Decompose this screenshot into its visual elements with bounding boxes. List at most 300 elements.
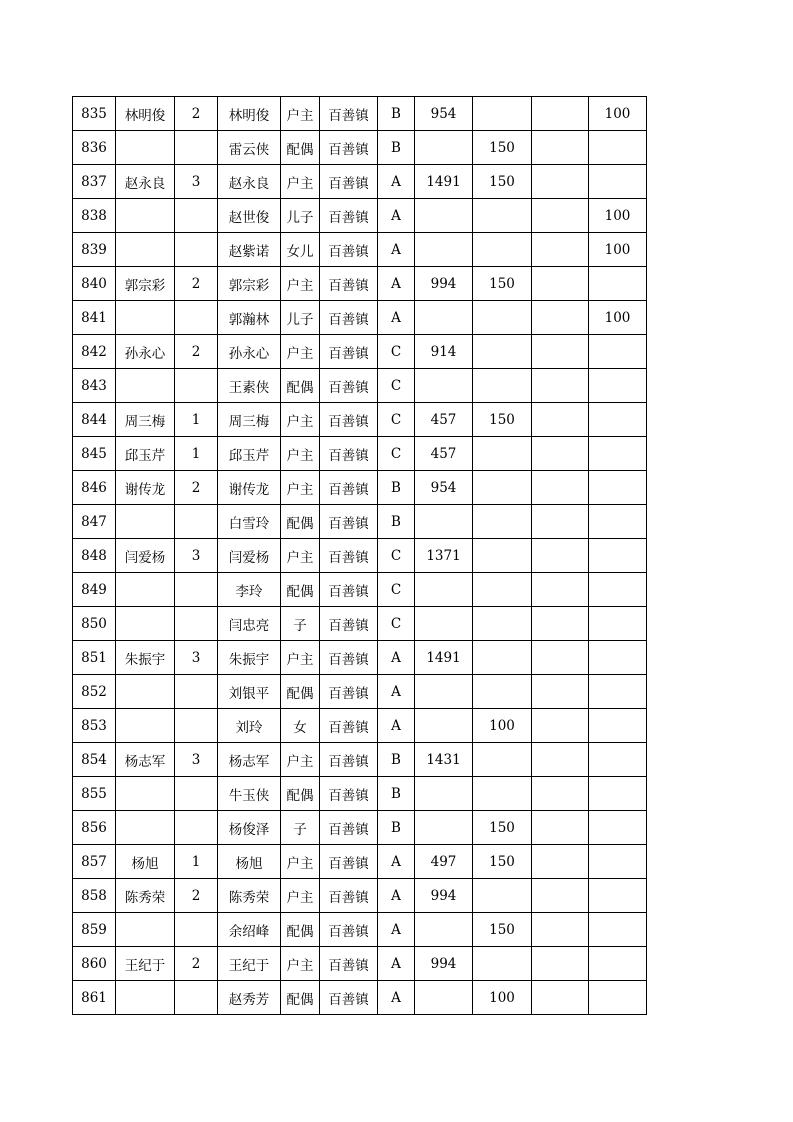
cell-member-name: 刘银平 — [218, 675, 281, 709]
table-row — [73, 675, 647, 709]
cell-amount-2 — [473, 777, 532, 811]
cell-relation: 配偶 — [281, 675, 320, 709]
cell-household-head: 郭宗彩 — [116, 267, 175, 301]
table-row — [73, 709, 647, 743]
cell-grade: B — [378, 97, 415, 131]
cell-relation: 户主 — [281, 403, 320, 437]
cell-amount-2: 150 — [473, 165, 532, 199]
cell-member-name: 邱玉芹 — [218, 437, 281, 471]
cell-amount-1 — [415, 913, 473, 947]
cell-household-head — [116, 301, 175, 335]
cell-town: 百善镇 — [320, 947, 378, 981]
cell-amount-4 — [589, 981, 647, 1015]
cell-town: 百善镇 — [320, 641, 378, 675]
cell-member-name: 王素侠 — [218, 369, 281, 403]
table-row — [73, 539, 647, 573]
cell-amount-2 — [473, 233, 532, 267]
cell-serial-number: 844 — [73, 403, 116, 437]
cell-household-size: 3 — [175, 743, 218, 777]
cell-member-name: 林明俊 — [218, 97, 281, 131]
cell-serial-number: 858 — [73, 879, 116, 913]
cell-amount-2 — [473, 675, 532, 709]
cell-household-size — [175, 573, 218, 607]
cell-relation: 儿子 — [281, 199, 320, 233]
cell-town: 百善镇 — [320, 301, 378, 335]
cell-serial-number: 840 — [73, 267, 116, 301]
cell-household-head: 赵永良 — [116, 165, 175, 199]
cell-grade: A — [378, 165, 415, 199]
cell-serial-number: 837 — [73, 165, 116, 199]
cell-amount-3 — [532, 675, 589, 709]
cell-relation: 户主 — [281, 641, 320, 675]
cell-amount-3 — [532, 403, 589, 437]
cell-amount-3 — [532, 539, 589, 573]
cell-amount-3 — [532, 301, 589, 335]
cell-member-name: 闫爱杨 — [218, 539, 281, 573]
cell-household-size — [175, 811, 218, 845]
cell-town: 百善镇 — [320, 335, 378, 369]
cell-relation: 配偶 — [281, 505, 320, 539]
cell-serial-number: 843 — [73, 369, 116, 403]
cell-town: 百善镇 — [320, 709, 378, 743]
cell-town: 百善镇 — [320, 233, 378, 267]
cell-grade: C — [378, 335, 415, 369]
cell-amount-3 — [532, 199, 589, 233]
cell-town: 百善镇 — [320, 437, 378, 471]
household-table — [72, 96, 647, 1015]
cell-household-size: 3 — [175, 539, 218, 573]
cell-amount-2: 150 — [473, 267, 532, 301]
cell-amount-1 — [415, 573, 473, 607]
cell-grade: A — [378, 709, 415, 743]
cell-household-size: 2 — [175, 471, 218, 505]
table-row — [73, 913, 647, 947]
cell-amount-4 — [589, 335, 647, 369]
cell-amount-2 — [473, 879, 532, 913]
cell-relation: 女 — [281, 709, 320, 743]
cell-amount-1: 1431 — [415, 743, 473, 777]
cell-grade: A — [378, 981, 415, 1015]
cell-member-name: 闫忠亮 — [218, 607, 281, 641]
cell-relation: 子 — [281, 811, 320, 845]
cell-household-head — [116, 913, 175, 947]
table-row — [73, 369, 647, 403]
cell-amount-1: 914 — [415, 335, 473, 369]
cell-town: 百善镇 — [320, 131, 378, 165]
cell-grade: A — [378, 845, 415, 879]
cell-household-head — [116, 573, 175, 607]
cell-serial-number: 839 — [73, 233, 116, 267]
cell-town: 百善镇 — [320, 913, 378, 947]
cell-town: 百善镇 — [320, 777, 378, 811]
cell-member-name: 雷云侠 — [218, 131, 281, 165]
cell-member-name: 郭瀚林 — [218, 301, 281, 335]
table-row — [73, 233, 647, 267]
cell-relation: 户主 — [281, 845, 320, 879]
cell-member-name: 牛玉侠 — [218, 777, 281, 811]
cell-member-name: 李玲 — [218, 573, 281, 607]
cell-amount-2: 150 — [473, 811, 532, 845]
table-row — [73, 641, 647, 675]
cell-grade: A — [378, 879, 415, 913]
cell-amount-4 — [589, 403, 647, 437]
cell-household-size: 2 — [175, 947, 218, 981]
cell-household-head: 朱振宇 — [116, 641, 175, 675]
cell-amount-2 — [473, 199, 532, 233]
cell-amount-4 — [589, 947, 647, 981]
cell-serial-number: 838 — [73, 199, 116, 233]
cell-member-name: 赵永良 — [218, 165, 281, 199]
cell-household-head: 杨志军 — [116, 743, 175, 777]
cell-town: 百善镇 — [320, 539, 378, 573]
cell-grade: C — [378, 437, 415, 471]
cell-member-name: 朱振宇 — [218, 641, 281, 675]
cell-grade: C — [378, 369, 415, 403]
cell-relation: 户主 — [281, 335, 320, 369]
cell-town: 百善镇 — [320, 879, 378, 913]
cell-grade: C — [378, 539, 415, 573]
cell-amount-2 — [473, 743, 532, 777]
cell-relation: 户主 — [281, 471, 320, 505]
cell-amount-2 — [473, 97, 532, 131]
cell-household-size: 1 — [175, 403, 218, 437]
cell-town: 百善镇 — [320, 845, 378, 879]
cell-household-size — [175, 301, 218, 335]
cell-amount-1: 497 — [415, 845, 473, 879]
cell-amount-3 — [532, 845, 589, 879]
cell-serial-number: 847 — [73, 505, 116, 539]
table-row — [73, 301, 647, 335]
cell-grade: C — [378, 403, 415, 437]
cell-serial-number: 859 — [73, 913, 116, 947]
cell-serial-number: 848 — [73, 539, 116, 573]
cell-amount-4 — [589, 369, 647, 403]
cell-household-head — [116, 233, 175, 267]
cell-household-size — [175, 981, 218, 1015]
cell-town: 百善镇 — [320, 505, 378, 539]
cell-serial-number: 854 — [73, 743, 116, 777]
cell-household-size: 2 — [175, 879, 218, 913]
cell-household-size — [175, 369, 218, 403]
cell-amount-4 — [589, 675, 647, 709]
cell-amount-4: 100 — [589, 199, 647, 233]
cell-relation: 户主 — [281, 97, 320, 131]
cell-amount-1: 1371 — [415, 539, 473, 573]
table-row — [73, 607, 647, 641]
cell-grade: A — [378, 267, 415, 301]
cell-household-size: 1 — [175, 437, 218, 471]
cell-amount-2: 150 — [473, 845, 532, 879]
cell-amount-2 — [473, 641, 532, 675]
cell-amount-1 — [415, 369, 473, 403]
cell-amount-3 — [532, 981, 589, 1015]
cell-amount-3 — [532, 131, 589, 165]
cell-amount-3 — [532, 233, 589, 267]
table-row — [73, 777, 647, 811]
cell-serial-number: 842 — [73, 335, 116, 369]
cell-household-size — [175, 675, 218, 709]
cell-town: 百善镇 — [320, 743, 378, 777]
cell-relation: 户主 — [281, 267, 320, 301]
cell-amount-1 — [415, 131, 473, 165]
cell-town: 百善镇 — [320, 403, 378, 437]
cell-household-size — [175, 199, 218, 233]
cell-member-name: 余绍峰 — [218, 913, 281, 947]
cell-amount-1: 1491 — [415, 641, 473, 675]
cell-grade: B — [378, 777, 415, 811]
cell-town: 百善镇 — [320, 267, 378, 301]
cell-amount-2: 150 — [473, 131, 532, 165]
table-row — [73, 403, 647, 437]
cell-relation: 户主 — [281, 879, 320, 913]
cell-amount-4 — [589, 845, 647, 879]
table-row — [73, 437, 647, 471]
cell-amount-4: 100 — [589, 97, 647, 131]
cell-serial-number: 841 — [73, 301, 116, 335]
cell-amount-4 — [589, 539, 647, 573]
cell-amount-1: 954 — [415, 471, 473, 505]
cell-amount-4 — [589, 811, 647, 845]
cell-relation: 配偶 — [281, 913, 320, 947]
table-row — [73, 97, 647, 131]
cell-amount-2 — [473, 539, 532, 573]
cell-relation: 配偶 — [281, 573, 320, 607]
cell-amount-2 — [473, 301, 532, 335]
cell-grade: B — [378, 505, 415, 539]
cell-amount-1: 994 — [415, 267, 473, 301]
cell-member-name: 杨俊泽 — [218, 811, 281, 845]
table-row — [73, 199, 647, 233]
table-row — [73, 335, 647, 369]
cell-amount-4 — [589, 607, 647, 641]
cell-grade: C — [378, 573, 415, 607]
cell-amount-3 — [532, 709, 589, 743]
cell-household-size — [175, 607, 218, 641]
cell-amount-3 — [532, 811, 589, 845]
cell-household-head — [116, 709, 175, 743]
table-row — [73, 879, 647, 913]
cell-amount-1 — [415, 607, 473, 641]
cell-amount-1 — [415, 199, 473, 233]
cell-household-size: 2 — [175, 97, 218, 131]
cell-member-name: 杨志军 — [218, 743, 281, 777]
cell-town: 百善镇 — [320, 981, 378, 1015]
cell-amount-1 — [415, 709, 473, 743]
cell-amount-4 — [589, 471, 647, 505]
cell-town: 百善镇 — [320, 811, 378, 845]
cell-household-head: 邱玉芹 — [116, 437, 175, 471]
cell-relation: 户主 — [281, 437, 320, 471]
cell-town: 百善镇 — [320, 471, 378, 505]
cell-amount-1: 954 — [415, 97, 473, 131]
cell-member-name: 王纪于 — [218, 947, 281, 981]
cell-grade: A — [378, 199, 415, 233]
cell-household-head — [116, 199, 175, 233]
cell-household-head: 王纪于 — [116, 947, 175, 981]
cell-household-head — [116, 981, 175, 1015]
cell-amount-2: 100 — [473, 981, 532, 1015]
cell-amount-1 — [415, 811, 473, 845]
cell-amount-4: 100 — [589, 301, 647, 335]
cell-member-name: 赵世俊 — [218, 199, 281, 233]
cell-town: 百善镇 — [320, 199, 378, 233]
cell-amount-4 — [589, 131, 647, 165]
cell-amount-1 — [415, 675, 473, 709]
cell-member-name: 赵紫诺 — [218, 233, 281, 267]
cell-amount-1: 994 — [415, 879, 473, 913]
cell-town: 百善镇 — [320, 607, 378, 641]
table-row — [73, 505, 647, 539]
cell-household-head: 孙永心 — [116, 335, 175, 369]
cell-amount-1 — [415, 981, 473, 1015]
cell-amount-1: 1491 — [415, 165, 473, 199]
cell-amount-3 — [532, 743, 589, 777]
cell-amount-1: 457 — [415, 403, 473, 437]
cell-serial-number: 856 — [73, 811, 116, 845]
cell-amount-4 — [589, 437, 647, 471]
cell-household-head: 谢传龙 — [116, 471, 175, 505]
cell-amount-1 — [415, 777, 473, 811]
cell-serial-number: 845 — [73, 437, 116, 471]
cell-amount-4 — [589, 777, 647, 811]
cell-amount-3 — [532, 471, 589, 505]
cell-amount-3 — [532, 879, 589, 913]
cell-household-head: 林明俊 — [116, 97, 175, 131]
cell-household-size — [175, 131, 218, 165]
cell-grade: C — [378, 607, 415, 641]
table-row — [73, 845, 647, 879]
cell-amount-3 — [532, 641, 589, 675]
cell-amount-3 — [532, 505, 589, 539]
cell-household-head — [116, 607, 175, 641]
cell-town: 百善镇 — [320, 165, 378, 199]
cell-household-head — [116, 369, 175, 403]
cell-serial-number: 836 — [73, 131, 116, 165]
cell-amount-2: 150 — [473, 403, 532, 437]
cell-amount-4 — [589, 913, 647, 947]
table-row — [73, 947, 647, 981]
cell-amount-4 — [589, 573, 647, 607]
cell-household-size: 3 — [175, 165, 218, 199]
cell-amount-4 — [589, 165, 647, 199]
cell-member-name: 郭宗彩 — [218, 267, 281, 301]
cell-member-name: 杨旭 — [218, 845, 281, 879]
cell-serial-number: 850 — [73, 607, 116, 641]
cell-member-name: 周三梅 — [218, 403, 281, 437]
cell-amount-4 — [589, 743, 647, 777]
cell-grade: A — [378, 947, 415, 981]
cell-amount-4 — [589, 267, 647, 301]
cell-amount-1 — [415, 233, 473, 267]
cell-grade: B — [378, 811, 415, 845]
cell-serial-number: 861 — [73, 981, 116, 1015]
cell-relation: 户主 — [281, 539, 320, 573]
table-row — [73, 165, 647, 199]
cell-grade: A — [378, 641, 415, 675]
cell-household-size: 2 — [175, 335, 218, 369]
cell-amount-2 — [473, 505, 532, 539]
cell-amount-2 — [473, 471, 532, 505]
cell-amount-3 — [532, 165, 589, 199]
cell-grade: A — [378, 913, 415, 947]
cell-amount-1: 457 — [415, 437, 473, 471]
cell-amount-2: 150 — [473, 913, 532, 947]
cell-household-head: 杨旭 — [116, 845, 175, 879]
cell-amount-3 — [532, 913, 589, 947]
cell-serial-number: 852 — [73, 675, 116, 709]
cell-household-head — [116, 811, 175, 845]
cell-serial-number: 849 — [73, 573, 116, 607]
cell-member-name: 谢传龙 — [218, 471, 281, 505]
cell-amount-2 — [473, 607, 532, 641]
table-body — [73, 97, 647, 1015]
cell-grade: B — [378, 743, 415, 777]
cell-amount-1: 994 — [415, 947, 473, 981]
cell-household-size — [175, 709, 218, 743]
cell-household-head: 陈秀荣 — [116, 879, 175, 913]
cell-serial-number: 851 — [73, 641, 116, 675]
table-row — [73, 471, 647, 505]
cell-member-name: 刘玲 — [218, 709, 281, 743]
cell-amount-4 — [589, 709, 647, 743]
cell-amount-3 — [532, 369, 589, 403]
cell-serial-number: 835 — [73, 97, 116, 131]
cell-amount-4: 100 — [589, 233, 647, 267]
table-row — [73, 981, 647, 1015]
cell-serial-number: 857 — [73, 845, 116, 879]
cell-relation: 女儿 — [281, 233, 320, 267]
cell-household-head — [116, 777, 175, 811]
cell-household-size — [175, 233, 218, 267]
cell-member-name: 赵秀芳 — [218, 981, 281, 1015]
cell-relation: 子 — [281, 607, 320, 641]
cell-town: 百善镇 — [320, 369, 378, 403]
cell-grade: A — [378, 675, 415, 709]
cell-amount-2: 100 — [473, 709, 532, 743]
table-row — [73, 573, 647, 607]
cell-relation: 配偶 — [281, 131, 320, 165]
cell-town: 百善镇 — [320, 675, 378, 709]
cell-relation: 配偶 — [281, 369, 320, 403]
cell-amount-3 — [532, 267, 589, 301]
cell-amount-1 — [415, 301, 473, 335]
cell-relation: 配偶 — [281, 777, 320, 811]
cell-household-head — [116, 131, 175, 165]
cell-town: 百善镇 — [320, 97, 378, 131]
cell-amount-3 — [532, 335, 589, 369]
cell-serial-number: 853 — [73, 709, 116, 743]
cell-amount-3 — [532, 573, 589, 607]
cell-amount-1 — [415, 505, 473, 539]
cell-amount-2 — [473, 947, 532, 981]
cell-amount-4 — [589, 641, 647, 675]
cell-serial-number: 846 — [73, 471, 116, 505]
table-row — [73, 131, 647, 165]
cell-serial-number: 855 — [73, 777, 116, 811]
cell-amount-2 — [473, 335, 532, 369]
cell-household-head — [116, 675, 175, 709]
cell-household-size: 2 — [175, 267, 218, 301]
cell-amount-4 — [589, 879, 647, 913]
cell-amount-3 — [532, 97, 589, 131]
cell-relation: 户主 — [281, 743, 320, 777]
cell-household-head: 闫爱杨 — [116, 539, 175, 573]
cell-amount-2 — [473, 573, 532, 607]
cell-amount-2 — [473, 437, 532, 471]
cell-amount-4 — [589, 505, 647, 539]
cell-member-name: 白雪玲 — [218, 505, 281, 539]
cell-relation: 户主 — [281, 165, 320, 199]
